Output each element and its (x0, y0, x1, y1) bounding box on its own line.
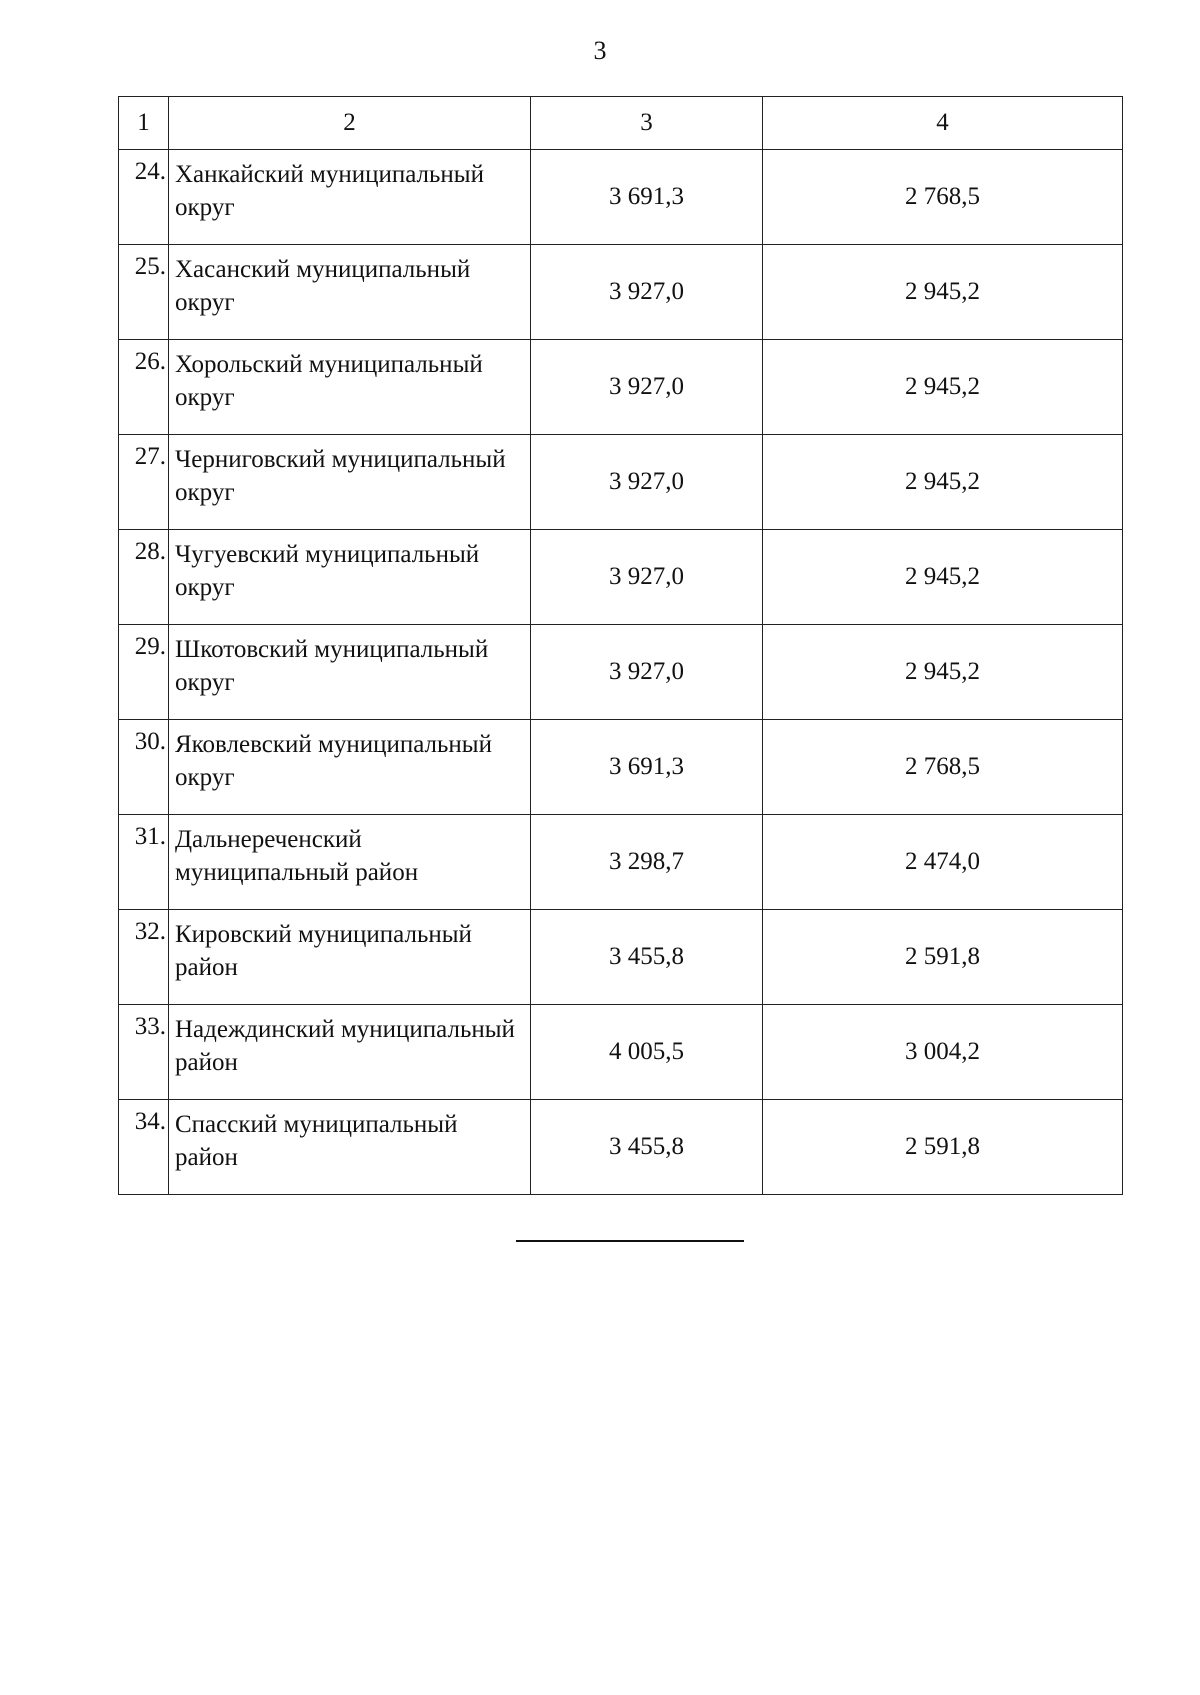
table-row (119, 1100, 1123, 1195)
page-number: 3 (593, 36, 607, 65)
municipality-name: Дальнереченский муниципальный район (169, 815, 531, 910)
value-col-3: 3 927,0 (531, 530, 763, 625)
value-col-4: 2 945,2 (763, 530, 1123, 625)
header-col-1: 1 (119, 97, 169, 150)
table-row (119, 625, 1123, 720)
header-col-2: 2 (169, 97, 531, 150)
header-row (119, 97, 1123, 150)
data-table (118, 96, 1123, 1195)
row-number: 24. (119, 150, 169, 245)
value-col-3: 3 927,0 (531, 625, 763, 720)
row-number: 33. (119, 1005, 169, 1100)
value-col-4: 2 945,2 (763, 340, 1123, 435)
table-row (119, 530, 1123, 625)
value-col-4: 2 591,8 (763, 1100, 1123, 1195)
table-row (119, 1005, 1123, 1100)
value-col-3: 3 927,0 (531, 435, 763, 530)
value-col-4: 2 768,5 (763, 150, 1123, 245)
municipality-name: Черниговский муниципальный округ (169, 435, 531, 530)
value-col-3: 3 455,8 (531, 910, 763, 1005)
row-number: 29. (119, 625, 169, 720)
row-number: 27. (119, 435, 169, 530)
table-row (119, 245, 1123, 340)
municipality-name: Яковлевский муниципальный округ (169, 720, 531, 815)
value-col-4: 2 591,8 (763, 910, 1123, 1005)
table-row (119, 720, 1123, 815)
row-number: 30. (119, 720, 169, 815)
table-row (119, 340, 1123, 435)
municipality-name: Кировский муниципальный район (169, 910, 531, 1005)
value-col-4: 3 004,2 (763, 1005, 1123, 1100)
value-col-4: 2 474,0 (763, 815, 1123, 910)
table-row (119, 435, 1123, 530)
municipality-name: Спасский муниципальный район (169, 1100, 531, 1195)
municipality-name: Хасанский муниципальный округ (169, 245, 531, 340)
value-col-4: 2 945,2 (763, 625, 1123, 720)
row-number: 34. (119, 1100, 169, 1195)
value-col-3: 3 298,7 (531, 815, 763, 910)
value-col-3: 3 455,8 (531, 1100, 763, 1195)
value-col-3: 3 927,0 (531, 245, 763, 340)
value-col-3: 3 691,3 (531, 150, 763, 245)
table-row (119, 815, 1123, 910)
header-col-3: 3 (531, 97, 763, 150)
row-number: 31. (119, 815, 169, 910)
end-divider (516, 1240, 744, 1242)
row-number: 25. (119, 245, 169, 340)
value-col-4: 2 768,5 (763, 720, 1123, 815)
municipality-name: Ханкайский муниципальный округ (169, 150, 531, 245)
value-col-4: 2 945,2 (763, 245, 1123, 340)
municipality-name: Хорольский муниципальный округ (169, 340, 531, 435)
value-col-3: 3 691,3 (531, 720, 763, 815)
row-number: 26. (119, 340, 169, 435)
header-col-4: 4 (763, 97, 1123, 150)
table-row (119, 910, 1123, 1005)
municipality-name: Надеждинский муниципальный район (169, 1005, 531, 1100)
table-row (119, 150, 1123, 245)
value-col-3: 4 005,5 (531, 1005, 763, 1100)
row-number: 32. (119, 910, 169, 1005)
municipality-name: Чугуевский муниципальный округ (169, 530, 531, 625)
row-number: 28. (119, 530, 169, 625)
value-col-4: 2 945,2 (763, 435, 1123, 530)
value-col-3: 3 927,0 (531, 340, 763, 435)
municipality-name: Шкотовский муниципальный округ (169, 625, 531, 720)
